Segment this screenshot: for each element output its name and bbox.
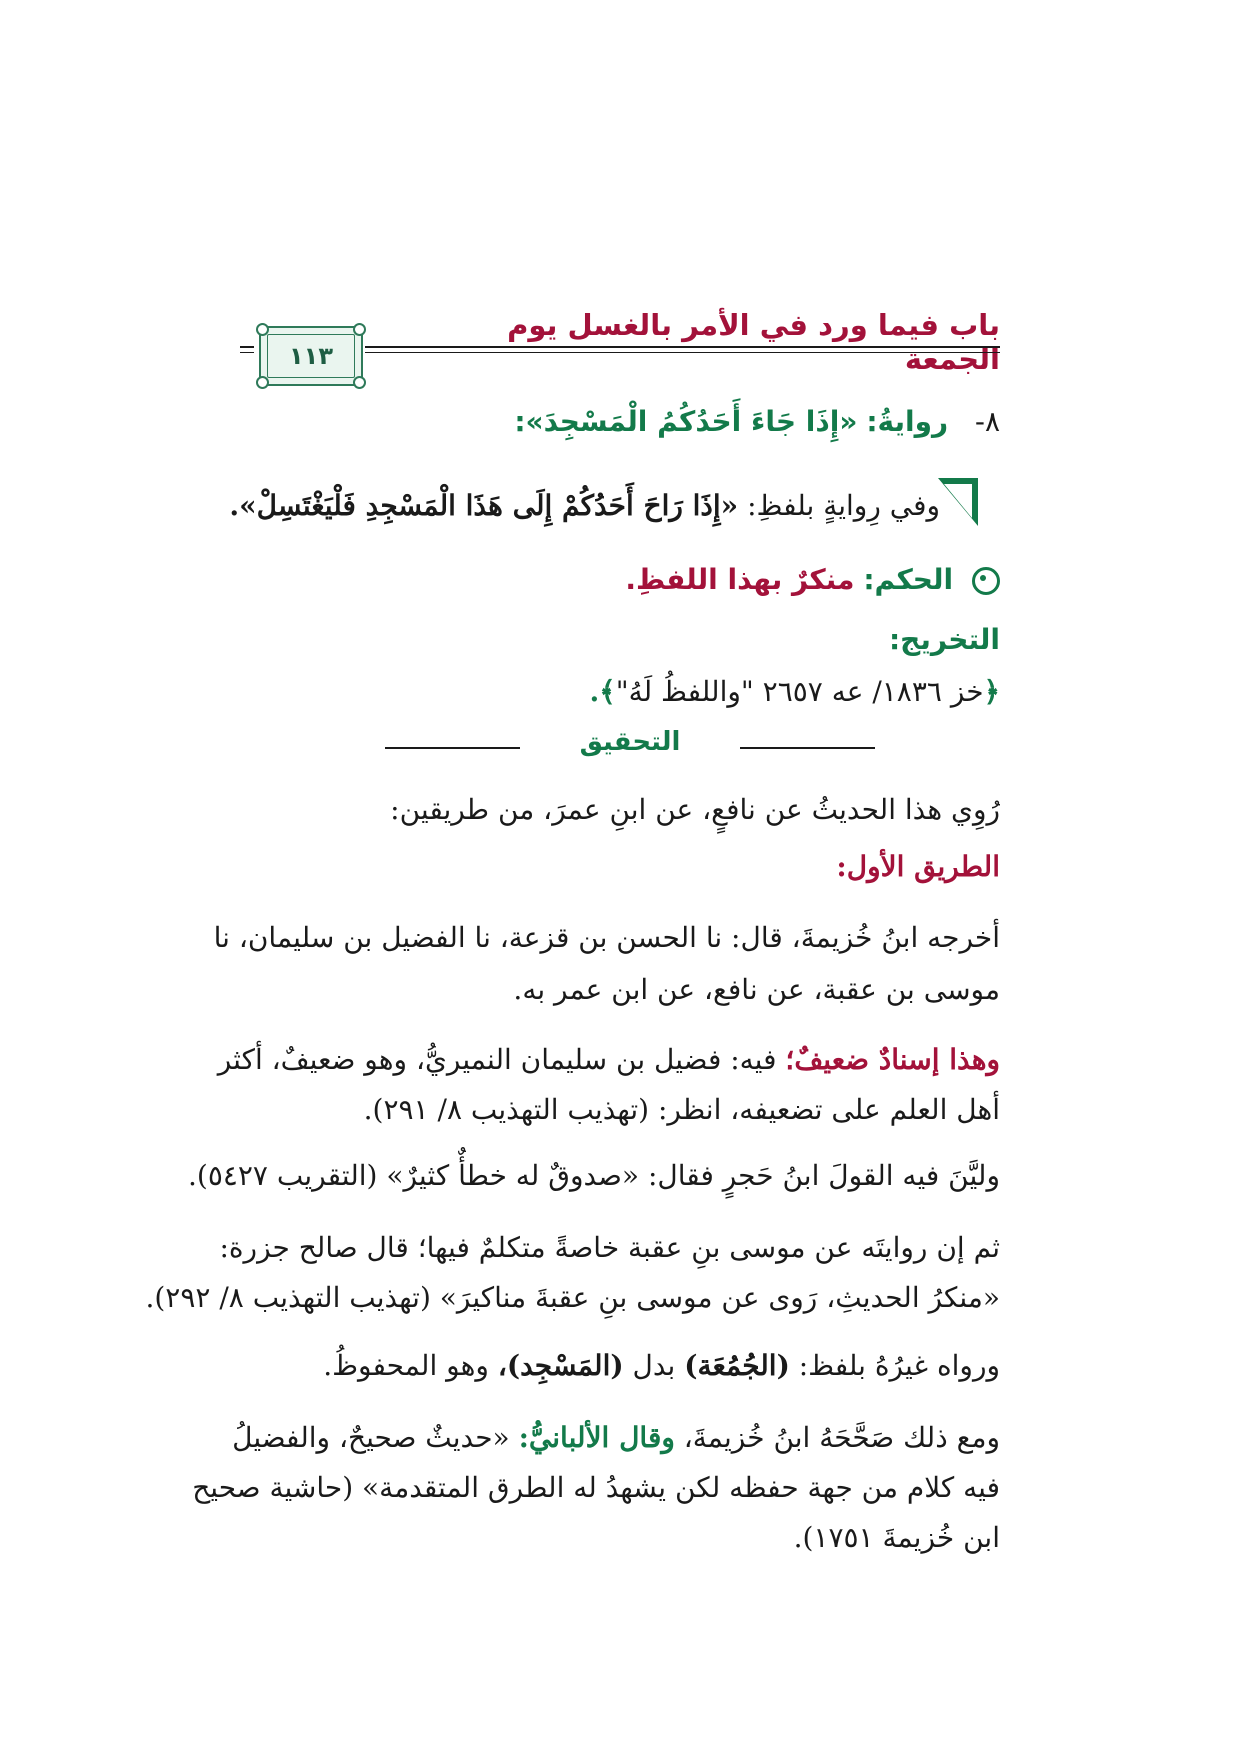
albani-label: وقال الألبانيُّ: xyxy=(518,1421,675,1454)
ruling-text: منكرٌ بهذا اللفظِ. xyxy=(625,563,855,596)
para5-part-b: (الجُمُعَة) xyxy=(684,1349,790,1382)
tahqiq-divider xyxy=(385,727,875,763)
para6-line2: فيه كلام من جهة حفظه لكن يشهدُ له الطرق المتقدمة» (حاشية صحيح xyxy=(192,1471,1000,1504)
item-number: ٨- xyxy=(974,405,1000,438)
variant-prefix: وفي رِوايةٍ بلفظِ: xyxy=(747,489,940,522)
item-heading xyxy=(230,402,1000,442)
para2-line1 xyxy=(217,1040,1000,1080)
bracket-close: ﴾. xyxy=(589,675,616,708)
variant-quote: «إِذَا رَاحَ أَحَدُكُمْ إِلَى هَذَا الْمَسْجِدِ فَلْيَغْتَسِلْ». xyxy=(229,489,739,522)
para6-part-a: ومع ذلك صَحَّحَهُ ابنُ خُزيمةَ، xyxy=(674,1421,1000,1454)
intro-line: رُوِي هذا الحديثُ عن نافعٍ، عن ابنِ عمرَ، من طريقين: xyxy=(390,793,1000,826)
chapter-title: باب فيما ورد في الأمر بالغسل يوم الجمعة xyxy=(507,308,1000,376)
para1-line2: موسى بن عقبة، عن نافع، عن ابن عمر به. xyxy=(513,973,1000,1006)
path1-heading: الطريق الأول: xyxy=(836,850,1000,883)
para6-line3: ابن خُزيمةَ ١٧٥١). xyxy=(793,1521,1000,1554)
takhrij-line xyxy=(230,672,1000,712)
para2-rest: فيه: فضيل بن سليمان النميريُّ، وهو ضعيفٌ، أكثر xyxy=(217,1043,786,1076)
para2-line2: أهل العلم على تضعيفه، انظر: (تهذيب التهذيب ٨/ ٢٩١). xyxy=(363,1093,1000,1126)
para1-line1: أخرجه ابنُ خُزيمةَ، قال: نا الحسن بن قزعة، نا الفضيل بن سليمان، نا xyxy=(213,921,1000,954)
ruling-label: الحكم: xyxy=(863,563,954,596)
bracket-open: ﴿ xyxy=(983,675,1000,708)
takhrij-text: خز ١٨٣٦/ عه ٢٦٥٧ "واللفظُ لَهُ" xyxy=(615,675,984,708)
ruling-line xyxy=(230,560,1000,600)
header-rule-right-thin xyxy=(365,352,1000,353)
header-rule-left xyxy=(240,346,254,348)
variant-line xyxy=(229,486,940,526)
para5-part-a: ورواه غيرُهُ بلفظ: xyxy=(789,1349,1000,1382)
weak-chain-label: وهذا إسنادٌ ضعيفٌ؛ xyxy=(785,1043,1000,1076)
header-rule-left-thin xyxy=(240,352,254,353)
para6-line1 xyxy=(230,1418,1000,1458)
item-quote: «إِذَا جَاءَ أَحَدُكُمُ الْمَسْجِدَ»: xyxy=(514,405,858,438)
page-number: ١١٣ xyxy=(267,334,355,378)
para4-line1: ثم إن روايتَه عن موسى بنِ عقبة خاصةً متكلمٌ فيها؛ قال صالح جزرة: xyxy=(219,1231,1000,1264)
tahqiq-heading: التحقيق xyxy=(520,727,741,757)
para5-part-c: بدل xyxy=(623,1349,685,1382)
para4-line2: «منكرُ الحديثِ، رَوى عن موسى بنِ عقبةَ مناكيرَ» (تهذيب التهذيب ٨/ ٢٩٢). xyxy=(145,1281,1000,1314)
rosette-icon xyxy=(972,567,1000,595)
para5-part-d: (المَسْجِد)، xyxy=(497,1349,624,1382)
para6-part-c: «حديثٌ صحيحٌ، والفضيلُ xyxy=(232,1421,519,1454)
page-number-badge xyxy=(259,326,363,386)
takhrij-heading: التخريج: xyxy=(888,623,1000,656)
para5-line xyxy=(230,1346,1000,1386)
header-rule-right xyxy=(365,346,1000,348)
para5-part-e: وهو المحفوظُ. xyxy=(323,1349,498,1382)
para3-line: وليَّنَ فيه القولَ ابنُ حَجرٍ فقال: «صدوقٌ له خطأٌ كثيرٌ» (التقريب ٥٤٢٧). xyxy=(187,1159,1000,1192)
item-label: روايةُ: xyxy=(866,405,949,438)
